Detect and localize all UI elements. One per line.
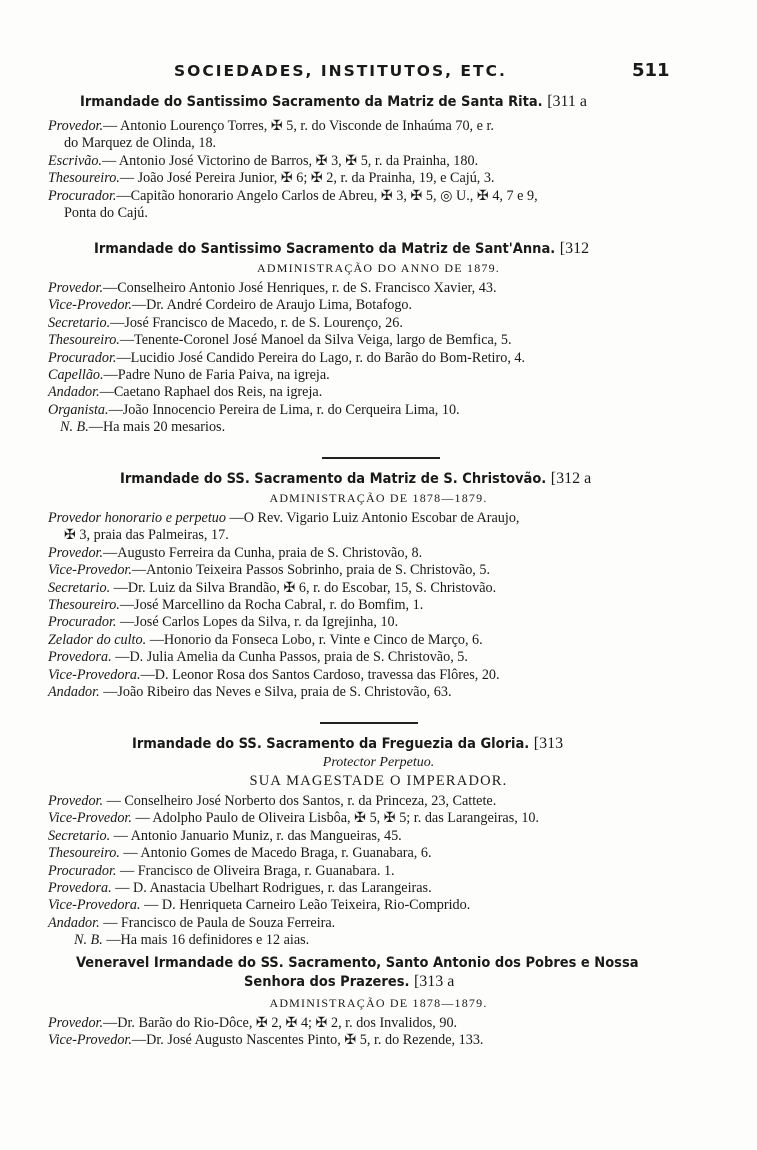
entry-line: [0, 384, 757, 401]
entry-text: —Dr. Barão do Rio-Dôce, ✠ 2, ✠ 4; ✠ 2, r. dos Invalidos, 90.: [103, 1015, 458, 1031]
page-number: 511: [632, 60, 670, 81]
entry-line: [0, 597, 757, 614]
entry-role: Secretario.: [48, 314, 111, 331]
entry-role: Provedor.: [48, 118, 104, 134]
entry-line: [0, 350, 757, 367]
administration-line: ADMINISTRAÇÃO DO ANNO DE 1879.: [257, 261, 500, 275]
entry-line: [0, 1015, 757, 1032]
entry-line: [0, 135, 757, 152]
entry-role: Capellão.: [48, 367, 104, 384]
entry-line: [0, 332, 757, 349]
entry-text: —Lucidio José Candido Pereira do Lago, r. do Barão do Bom-Retiro, 4.: [116, 349, 526, 366]
entry-text: —O Rev. Vigario Luiz Antonio Escobar de Araujo,: [225, 510, 520, 526]
entry-line: [0, 170, 757, 187]
entry-line: [0, 793, 757, 810]
entry-role: Procurador.: [48, 862, 117, 879]
protector-name: SUA MAGESTADE O IMPERADOR.: [249, 773, 508, 789]
entry-text: —Capitão honorario Angelo Carlos de Abreu, ✠ 3, ✠ 5, ◎ U., ✠ 4, 7 e 9,: [116, 187, 538, 204]
entry-line: [0, 863, 757, 880]
section-number: [313 a: [413, 973, 455, 990]
entry-text: —José Francisco de Macedo, r. de S. Lourenço, 26.: [110, 314, 403, 331]
heading-text: Veneravel Irmandade do SS. Sacramento, Santo Antonio dos Pobres e Nossa: [76, 955, 639, 971]
entry-role: Secretario.: [48, 579, 111, 596]
section-gloria: [0, 735, 757, 950]
entry-text: —João Ribeiro das Neves e Silva, praia de S. Christovão, 63.: [99, 684, 452, 701]
entry-role: Secretario.: [48, 827, 111, 844]
entry-role: Procurador.: [48, 187, 117, 204]
entry-text: —Ha mais 20 mesarios.: [88, 419, 226, 436]
entry-role: Andador.: [48, 914, 100, 931]
entry-role: Provedor.: [48, 280, 104, 296]
entry-text: —Caetano Raphael dos Reis, na igreja.: [99, 384, 323, 401]
section-heading: [76, 955, 757, 971]
entry-text: — Adolpho Paulo de Oliveira Lisbôa, ✠ 5, ✠ 5; r. das Larangeiras, 10.: [131, 810, 540, 827]
entry-role: Provedora.: [48, 880, 112, 897]
heading-text: Senhora dos Prazeres.: [244, 974, 410, 990]
entry-line: [0, 845, 757, 862]
entry-text: —João Innocencio Pereira de Lima, r. do Cerqueira Lima, 10.: [108, 401, 460, 418]
section-santa-rita: [0, 93, 757, 222]
entry-line: [0, 315, 757, 332]
entry-role: Procurador.: [48, 349, 117, 366]
entry-role: Provedor.: [48, 544, 104, 561]
entry-line: [0, 915, 757, 932]
section-number: [312: [559, 240, 590, 257]
entry-role: Organista.: [48, 401, 109, 418]
entry-line: [0, 562, 757, 579]
entry-role: Thesoureiro.: [48, 332, 120, 349]
entry-line: [0, 580, 757, 597]
entry-text: — Antonio Januario Muniz, r. das Mangueiras, 45.: [110, 827, 402, 844]
entry-line: [0, 153, 757, 170]
entry-text: —Ha mais 16 definidores e 12 aias.: [102, 932, 310, 949]
entry-role: N. B.: [74, 932, 103, 949]
entry-text: — Antonio Lourenço Torres, ✠ 5, r. do Visconde de Inhaúma 70, e r.: [103, 118, 494, 134]
entry-line: [0, 667, 757, 684]
heading-text: Irmandade do SS. Sacramento da Freguezia da Gloria.: [132, 736, 530, 752]
protector-label: Protector Perpetuo.: [322, 755, 435, 770]
entry-text: —Augusto Ferreira da Cunha, praia de S. Christovão, 8.: [103, 544, 423, 561]
section-santanna: [0, 240, 757, 437]
entry-role: Thesoureiro.: [48, 597, 120, 614]
entry-role: Vice-Provedor.: [48, 297, 132, 314]
entry-text: —Conselheiro Antonio José Henriques, r. de S. Francisco Xavier, 43.: [103, 280, 497, 296]
entry-role: Provedor.: [48, 793, 104, 809]
entry-role: Vice-Provedor.: [48, 1032, 132, 1049]
entry-line: [0, 188, 757, 205]
entry-text: —D. Leonor Rosa dos Santos Cardoso, travessa das Flôres, 20.: [140, 666, 500, 683]
entry-text: —D. Julia Amelia da Cunha Passos, praia de S. Christovão, 5.: [111, 649, 468, 666]
entry-text: — D. Henriqueta Carneiro Leão Teixeira, Rio-Comprido.: [140, 897, 471, 914]
running-header: [0, 62, 757, 86]
entry-line: [0, 1032, 757, 1049]
entry-text: — Antonio Gomes de Macedo Braga, r. Guanabara, 6.: [119, 845, 432, 862]
entry-line: [0, 632, 757, 649]
entry-line: [0, 118, 757, 135]
section-number: [311 a: [547, 93, 588, 110]
entry-line: [0, 649, 757, 666]
entry-line: [0, 880, 757, 897]
entry-role: Vice-Provedor.: [48, 562, 132, 579]
heading-text: Irmandade do SS. Sacramento da Matriz de S. Christovão.: [120, 471, 547, 487]
section-heading-continued: [244, 973, 757, 991]
divider-rule: [322, 457, 440, 459]
entry-role: Vice-Provedora.: [48, 897, 141, 914]
entry-text: ✠ 3, praia das Palmeiras, 17.: [64, 527, 229, 544]
entry-role: Thesoureiro.: [48, 845, 120, 862]
entry-line: [0, 828, 757, 845]
entry-text: — João José Pereira Junior, ✠ 6; ✠ 2, r. da Prainha, 19, e Cajú, 3.: [119, 170, 495, 187]
administration-line: ADMINISTRAÇÃO DE 1878—1879.: [269, 996, 488, 1010]
heading-text: Irmandade do Santissimo Sacramento da Matriz de Sant'Anna.: [94, 241, 556, 257]
entry-line: [0, 280, 757, 297]
entry-line: [0, 402, 757, 419]
entry-line: [0, 810, 757, 827]
section-sao-christovao: [0, 470, 757, 701]
entry-line: [0, 527, 757, 544]
entry-line: [0, 367, 757, 384]
entry-text: —Dr. André Cordeiro de Araujo Lima, Botafogo.: [131, 297, 413, 314]
section-number: [312 a: [550, 470, 592, 487]
section-heading: [94, 240, 757, 258]
section-number: [313: [533, 735, 564, 752]
entry-role: Provedor.: [48, 1015, 104, 1031]
entry-line: [0, 897, 757, 914]
section-heading: [80, 93, 757, 111]
entry-line: [0, 205, 757, 222]
entry-role: Thesoureiro.: [48, 170, 120, 187]
entry-text: Ponta do Cajú.: [64, 205, 148, 222]
administration-line: ADMINISTRAÇÃO DE 1878—1879.: [269, 491, 488, 505]
entry-role: Escrivão.: [48, 152, 102, 169]
entry-text: —José Marcellino da Rocha Cabral, r. do Bomfim, 1.: [119, 597, 424, 614]
entry-text: —Honorio da Fonseca Lobo, r. Vinte e Cinco de Março, 6.: [146, 631, 483, 648]
entry-role: Vice-Provedora.: [48, 666, 141, 683]
entry-line: [0, 419, 757, 436]
entry-role: Provedor honorario e perpetuo: [48, 510, 226, 526]
entry-role: Procurador.: [48, 614, 117, 631]
entry-role: Provedora.: [48, 649, 112, 666]
entry-role: Vice-Provedor.: [48, 810, 132, 827]
section-heading: [120, 470, 757, 488]
entry-text: — D. Anastacia Ubelhart Rodrigues, r. das Larangeiras.: [111, 880, 432, 897]
entry-role: Andador.: [48, 384, 100, 401]
entry-line: [0, 614, 757, 631]
entry-line: [0, 510, 757, 527]
heading-text: Irmandade do Santissimo Sacramento da Matriz de Santa Rita.: [80, 94, 543, 110]
entry-text: —Tenente-Coronel José Manoel da Silva Veiga, largo de Bemfica, 5.: [119, 332, 512, 349]
entry-text: — Francisco de Oliveira Braga, r. Guanabara. 1.: [116, 862, 395, 879]
entry-line: [0, 932, 757, 949]
entry-role: N. B.: [60, 419, 89, 436]
entry-line: [0, 545, 757, 562]
entry-line: [0, 297, 757, 314]
entry-text: —Antonio Teixeira Passos Sobrinho, praia de S. Christovão, 5.: [131, 562, 491, 579]
entry-line: [0, 684, 757, 701]
entry-role: Andador.: [48, 684, 100, 701]
entry-text: — Conselheiro José Norberto dos Santos, r. da Princeza, 23, Cattete.: [103, 793, 497, 809]
entry-text: — Antonio José Victorino de Barros, ✠ 3, ✠ 5, r. da Prainha, 180.: [101, 152, 479, 169]
section-santo-antonio-dos-pobres: [0, 955, 757, 1050]
entry-text: do Marquez de Olinda, 18.: [64, 135, 217, 152]
entry-text: —Padre Nuno de Faria Paiva, na igreja.: [103, 367, 330, 384]
section-heading: [132, 735, 757, 753]
entry-text: —Dr. Luiz da Silva Brandão, ✠ 6, r. do Escobar, 15, S. Christovão.: [110, 579, 497, 596]
entry-text: —José Carlos Lopes da Silva, r. da Igrejinha, 10.: [116, 614, 399, 631]
entry-text: —Dr. José Augusto Nascentes Pinto, ✠ 5, r. do Rezende, 133.: [131, 1032, 484, 1049]
entry-role: Zelador do culto.: [48, 631, 147, 648]
entry-text: — Francisco de Paula de Souza Ferreira.: [99, 914, 336, 931]
running-title: SOCIEDADES, INSTITUTOS, ETC.: [174, 62, 507, 80]
divider-rule: [320, 722, 418, 724]
